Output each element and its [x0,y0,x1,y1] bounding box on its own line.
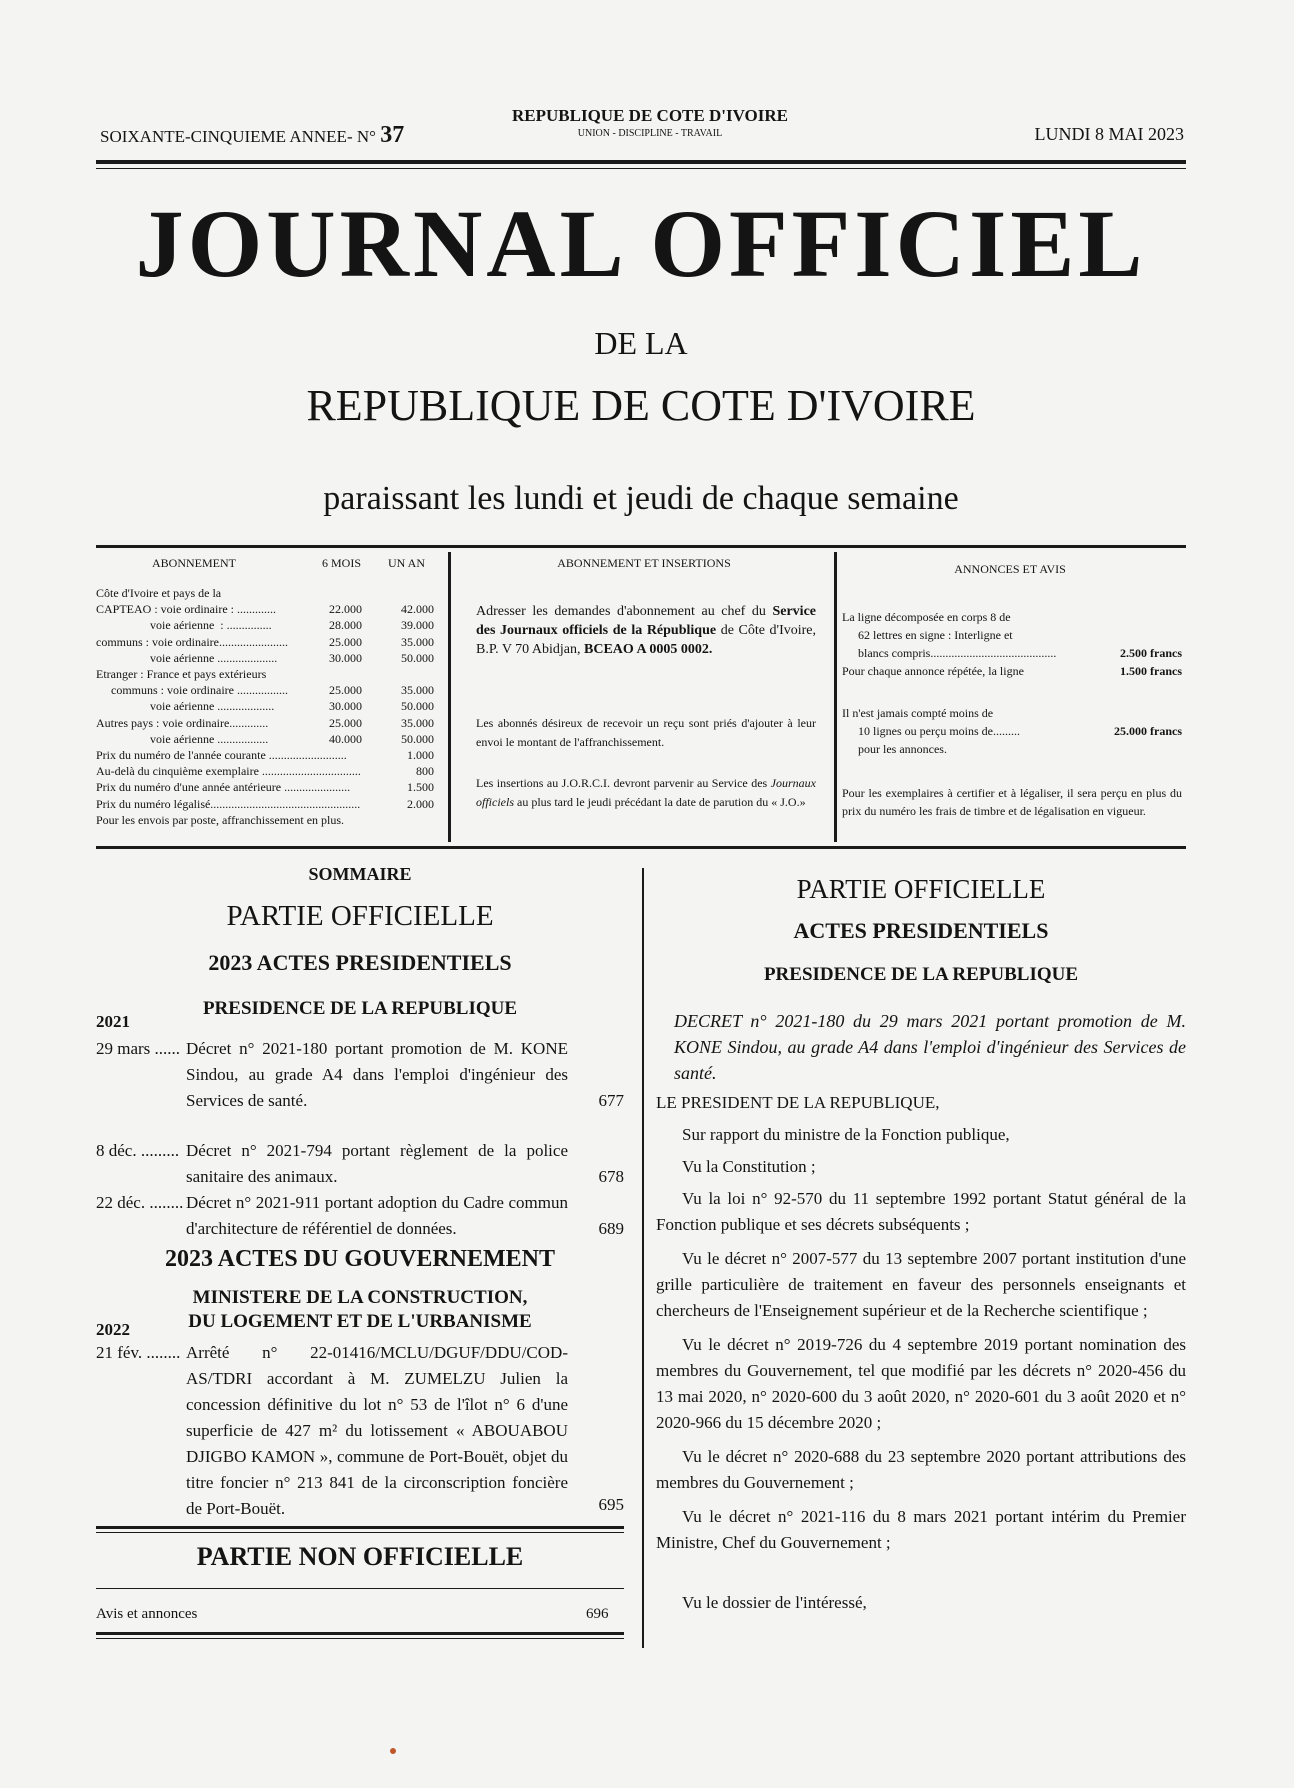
annonces-note: Pour les exemplaires à certifier et à légaliser, il sera perçu en plus du prix du numéro les frais de timbre et de légalisation en vigueur. [842,786,1182,818]
rate-6-months: 25.000 [329,683,362,698]
inserts-column [458,548,830,846]
rate-label: Autres pays : voie ordinaire............. [96,715,269,730]
sommaire-presidence: PRESIDENCE DE LA REPUBLIQUE [202,998,518,1019]
rate-one-year: 1.000 [407,748,434,762]
rate-label: Prix du numéro de l'année courante .......................... [96,748,347,762]
rate-one-year: 1.500 [407,780,434,795]
rate-label: Côte d'Ivoire et pays de la [96,586,222,600]
rate-label: voie aérienne : ............... [96,618,272,633]
rate-6-months: 25.000 [329,634,362,649]
body-paragraph [656,1504,1186,1556]
body-paragraph-text: Vu le décret n° 2007-577 du 13 septembre 2007 portant institution d'une grille particulière de traitement en faveur des personnels enseignants et chercheurs de l'Enseignement supérieur et de la Recherche scientifique ; [656,1249,1186,1320]
annonces-line: La ligne décomposée en corps 8 de [842,610,1011,624]
body-partie: PARTIE OFFICIELLE [796,874,1046,904]
sommaire-ministry [96,1286,624,1334]
sommaire-heading: SOMMAIRE [308,864,412,884]
entry-page: 689 [598,1219,624,1238]
country-name: REPUBLIQUE DE COTE D'IVOIRE [512,106,788,125]
body-paragraph [656,1444,1186,1496]
body-paragraph [656,1246,1186,1324]
annonces-line: pour les annonces. [858,742,947,756]
journal-title: JOURNAL OFFICIEL [135,190,1147,297]
annonces-line: Il n'est jamais compté moins de [842,706,994,720]
inserts-deadline-c: au plus tard le jeudi précédant la date de parution du « J.O.» [517,795,806,809]
six-months-heading: 6 MOIS [322,556,362,570]
rate-label: Pour les envois par poste, affranchissement en plus. [96,812,345,827]
annonces-price: 1.500 francs [1120,664,1182,678]
rate-one-year: 42.000 [401,602,434,617]
annonces-line: Pour chaque annonce répétée, la ligne [842,664,1024,678]
body-paragraph [656,1186,1186,1238]
body-paragraph [656,1154,1186,1180]
inserts-deadline-b: Journaux officiels [476,776,816,809]
body-paragraph-text: Vu la loi n° 92-570 du 11 septembre 1992 portant Statut général de la Fonction publique et ses décrets subséquents ; [656,1189,1186,1234]
entry-text: Décret n° 2021-794 portant règlement de la police sanitaire des animaux. [186,1141,568,1186]
rate-label: voie aérienne .................... [96,650,278,665]
body-paragraph-text: Vu le décret n° 2019-726 du 4 septembre 2019 portant nomination des membres du Gouvernement, tel que modifié par les décrets n° 2020-456 du 13 mai 2020, n° 2020-600 du 3 août 2020, n° 2020-601 du 3 août 2020 et n° 2020-966 du 15 décembre 2020 ; [656,1335,1186,1432]
stray-mark [390,1748,396,1754]
rate-label: Prix du numéro d'une année antérieure ...................... [96,780,351,795]
body-actes: ACTES PRESIDENTIELS [793,918,1049,943]
sommaire-section2: 2023 ACTES DU GOUVERNEMENT [164,1246,556,1272]
inserts-address-a: Adresser les demandes d'abonnement au chef du [476,604,766,619]
sommaire-bottom-rule-thin [96,1638,624,1639]
body-paragraph [656,1122,1186,1148]
entry-text: Arrêté n° 22-01416/MCLU/DGUF/DDU/COD-AS/TDRI accordant à M. ZUMELZU Julien la concession définitive du lot n° 53 de l'îlot n° 6 d'une superficie de 427 m² du lotissement « ABOUABOU DJIGBO KAMON », commune de Port-Bouët, objet du titre foncier n° 213 841 de la circonscription foncière de Port-Bouët. [186,1343,568,1518]
subscription-box [96,545,1186,849]
rate-one-year: 35.000 [401,683,434,698]
body-paragraph-text: Sur rapport du ministre de la Fonction publique, [682,1125,1010,1144]
entry-text: Décret n° 2021-180 portant promotion de M. KONE Sindou, au grade A4 dans l'emploi d'ingénieur des Services de santé. [186,1039,568,1110]
avis-label: Avis et annonces [96,1606,198,1622]
annonces-price: 2.500 francs [1120,646,1182,660]
edition-label: SOIXANTE-CINQUIEME ANNEE- N° [100,127,376,146]
decree-title [656,1008,1186,1086]
inserts-deadline [476,774,816,812]
sommaire-section1: 2023 ACTES PRESIDENTIELS [208,950,512,975]
rate-6-months: 40.000 [329,731,362,746]
annonces-column [834,548,1186,846]
inserts-deadline-a: Les insertions au J.O.R.C.I. devront parvenir au Service des [476,776,768,790]
rate-label: communs : voie ordinaire ................. [96,683,288,698]
inserts-address [476,602,816,659]
masthead-line2: REPUBLIQUE DE COTE D'IVOIRE [306,381,976,430]
sommaire-rule-thin [96,1588,624,1589]
annonces-line: 62 lettres en signe : Interligne et [858,628,1013,642]
body-paragraph-text: Vu le décret n° 2021-116 du 8 mars 2021 portant intérim du Premier Ministre, Chef du Gouvernement ; [656,1507,1186,1552]
entry-page: 677 [598,1091,624,1110]
sommaire-year: 2022 [96,1320,130,1339]
inserts-receipt: Les abonnés désireux de recevoir un reçu sont priés d'ajouter à leur envoi le montant de l'affranchissement. [476,716,816,749]
rate-6-months: 30.000 [329,650,362,665]
rate-one-year: 39.000 [401,618,434,633]
inserts-address-d: BCEAO A 0005 0002. [584,642,713,657]
body-paragraph-text: Vu le décret n° 2020-688 du 23 septembre 2020 portant attributions des membres du Gouvernement ; [656,1447,1186,1492]
entry-page: 695 [598,1495,624,1514]
sommaire-entry [96,1340,624,1520]
entry-date: 22 déc. ........ [96,1193,184,1212]
rate-6-months: 30.000 [329,699,362,714]
header-rule [96,160,1186,164]
rate-6-months: 22.000 [329,602,362,617]
sommaire-partie: PARTIE OFFICIELLE [226,900,494,932]
sommaire-rule [96,1526,624,1529]
rate-one-year: 50.000 [401,650,434,665]
decree-title-text: DECRET n° 2021-180 du 29 mars 2021 portant promotion de M. KONE Sindou, au grade A4 dans l'emploi d'ingénieur des Services de santé. [674,1011,1186,1083]
president-line: LE PRESIDENT DE LA REPUBLIQUE, [656,1093,940,1112]
body-paragraph-text: Vu le dossier de l'intéressé, [682,1593,867,1612]
issue-number: 37 [380,122,405,148]
sommaire-bottom-rule [96,1632,624,1635]
body-paragraph-text: Vu la Constitution ; [682,1157,816,1176]
rate-one-year: 50.000 [401,699,434,714]
rate-one-year: 35.000 [401,634,434,649]
issue-date: LUNDI 8 MAI 2023 [1034,124,1184,144]
entry-text: Décret n° 2021-911 portant adoption du Cadre commun d'architecture de référentiel de données. [186,1193,568,1238]
inserts-heading: ABONNEMENT ET INSERTIONS [557,556,731,570]
ministry-line2: DU LOGEMENT ET DE L'URBANISME [188,1311,532,1332]
rate-one-year: 800 [416,764,434,779]
rate-label: Etranger : France et pays extérieurs [96,667,267,681]
country-motto: UNION - DISCIPLINE - TRAVAIL [577,128,723,139]
box-divider [448,552,451,842]
publication-frequency: paraissant les lundi et jeudi de chaque semaine [323,480,959,517]
ministry-line1: MINISTERE DE LA CONSTRUCTION, [192,1287,528,1308]
header-rule-thin [96,168,1186,169]
rate-label: Prix du numéro légalisé.................................................. [96,796,361,811]
sommaire-rule-thin [96,1532,624,1533]
edition-line [100,122,404,149]
country-header [450,106,850,139]
rate-one-year: 35.000 [401,715,434,730]
body-presidence: PRESIDENCE DE LA REPUBLIQUE [763,964,1079,985]
rate-6-months: 25.000 [329,715,362,730]
annonces-line: 10 lignes ou perçu moins de......... [858,724,1020,738]
rate-one-year: 50.000 [401,731,434,746]
rate-label: voie aérienne ................. [96,731,269,746]
masthead-line1: DE LA [594,325,688,361]
entry-page: 678 [598,1167,624,1186]
subscription-rates [96,548,446,846]
sommaire-year: 2021 [96,1012,130,1031]
rate-label: CAPTEAO : voie ordinaire : ............. [96,602,276,617]
rate-label: Au-delà du cinquième exemplaire ................................. [96,764,361,779]
inserts-address-c: de Côte d'Ivoire, B.P. V 70 Abidjan, [476,623,817,657]
entry-date: 8 déc. ......... [96,1141,180,1160]
body-paragraph [656,1332,1186,1436]
one-year-heading: UN AN [388,556,426,570]
rate-6-months: 28.000 [329,618,362,633]
avis-page: 696 [586,1606,609,1622]
annonces-heading: ANNONCES ET AVIS [954,562,1066,576]
annonces-line: blancs compris.......................................... [858,646,1057,660]
rate-one-year: 2.000 [407,796,434,811]
column-divider [642,868,644,1648]
inserts-address-b: Service des Journaux officiels de la République [476,604,816,638]
subscription-heading: ABONNEMENT [152,556,236,570]
partie-non-officielle: PARTIE NON OFFICIELLE [196,1542,524,1571]
body-paragraph [656,1590,1186,1616]
rate-label: communs : voie ordinaire....................... [96,634,288,649]
rate-label: voie aérienne ................... [96,699,275,714]
annonces-price: 25.000 francs [1114,724,1182,738]
entry-date: 29 mars ...... [96,1039,181,1058]
entry-date: 21 fév. ........ [96,1343,181,1362]
